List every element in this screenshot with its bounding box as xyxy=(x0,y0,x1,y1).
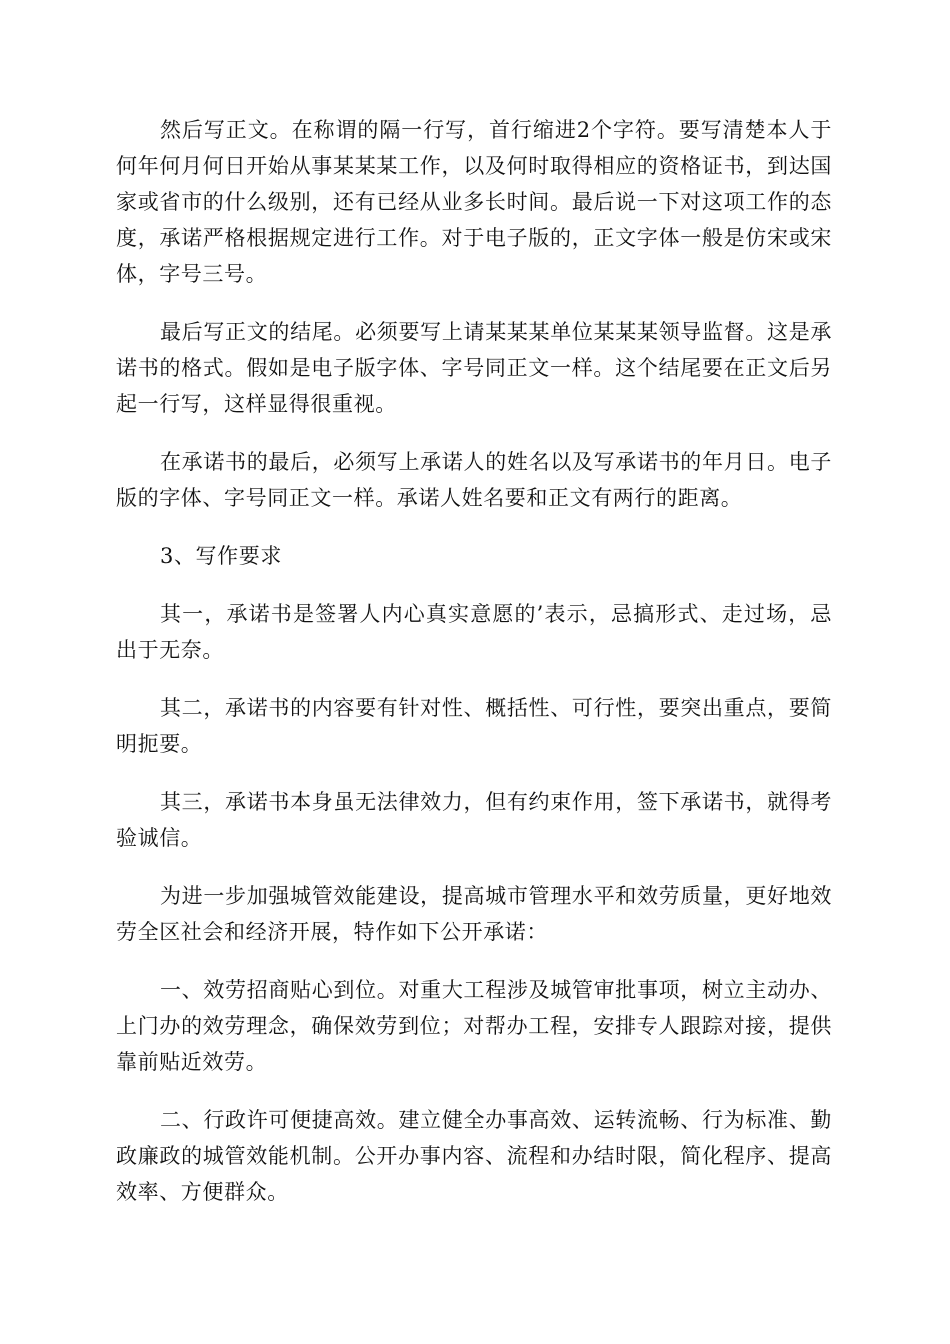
paragraph-public-commitment-intro: 为进一步加强城管效能建设，提高城市管理水平和效劳质量，更好地效劳全区社会和经济开展，特作如下公开承诺： xyxy=(116,884,832,944)
paragraph-requirement-3: 其三，承诺书本身虽无法律效力，但有约束作用，签下承诺书，就得考验诚信。 xyxy=(116,790,832,850)
paragraph-signature-format: 在承诺书的最后，必须写上承诺人的姓名以及写承诺书的年月日。电子版的字体、字号同正文一样。承诺人姓名要和正文有两行的距离。 xyxy=(116,450,832,510)
section-heading-writing-requirements: 3、写作要求 xyxy=(160,544,282,568)
paragraph-requirement-1: 其一，承诺书是签署人内心真实意愿的’表示，忌搞形式、走过场，忌出于无奈。 xyxy=(116,602,832,662)
paragraph-ending-format: 最后写正文的结尾。必须要写上请某某某单位某某某领导监督。这是承诺书的格式。假如是电子版字体、字号同正文一样。这个结尾要在正文后另起一行写，这样显得很重视。 xyxy=(116,320,832,416)
document-body xyxy=(116,112,832,1232)
paragraph-body-format: 然后写正文。在称谓的隔一行写，首行缩进2个字符。要写清楚本人于何年何月何日开始从事某某某工作，以及何时取得相应的资格证书，到达国家或省市的什么级别，还有已经从业多长时间。最后说一下对这项工作的态度，承诺严格根据规定进行工作。对于电子版的，正文字体一般是仿宋或宋体，字号三号。 xyxy=(116,118,832,286)
paragraph-requirement-2: 其二，承诺书的内容要有针对性、概括性、可行性，要突出重点，要简明扼要。 xyxy=(116,696,832,756)
paragraph-commitment-2: 二、行政许可便捷高效。建立健全办事高效、运转流畅、行为标准、勤政廉政的城管效能机制。公开办事内容、流程和办结时限，简化程序、提高效率、方便群众。 xyxy=(116,1108,832,1204)
paragraph-commitment-1: 一、效劳招商贴心到位。对重大工程涉及城管审批事项，树立主动办、上门办的效劳理念，确保效劳到位；对帮办工程，安排专人跟踪对接，提供靠前贴近效劳。 xyxy=(116,978,832,1074)
